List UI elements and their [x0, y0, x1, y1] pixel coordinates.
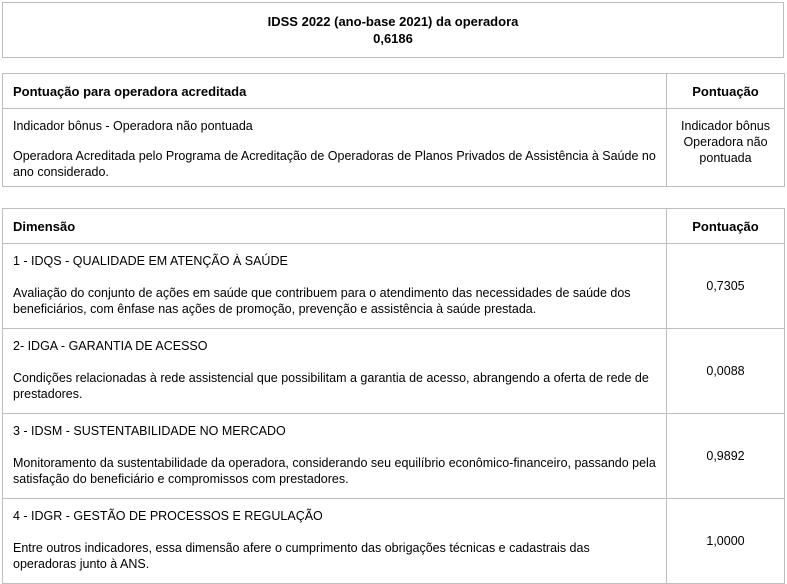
dimensions-col-title: Dimensão	[3, 209, 667, 244]
dimension-description: Condições relacionadas à rede assistencial que possibilitam a garantia de acesso, abrangendo a oferta de rede de prestadores.	[13, 371, 649, 401]
accreditation-line2: Operadora Acreditada pelo Programa de Acreditação de Operadoras de Planos Privados de Assistência à Saúde no ano considerado.	[13, 149, 656, 179]
dimension-title: 2- IDGA - GARANTIA DE ACESSO	[13, 339, 208, 353]
dimensions-table	[2, 208, 785, 584]
dimension-description: Avaliação do conjunto de ações em saúde que contribuem para o atendimento das necessidades de saúde dos beneficiários, com ênfase nas ações de promoção, prevenção e assistência à saúde prestada.	[13, 286, 631, 316]
dimension-score: 0,7305	[667, 244, 785, 329]
dimensions-header-row	[3, 209, 785, 244]
dimension-row-idsm	[3, 414, 785, 499]
dimension-cell	[3, 329, 667, 414]
idss-title: IDSS 2022 (ano-base 2021) da operadora	[267, 14, 519, 29]
idss-score: 0,6186	[373, 31, 413, 46]
accreditation-score: Indicador bônus Operadora não pontuada	[667, 109, 785, 187]
accreditation-row	[3, 109, 785, 187]
dimension-row-idgr	[3, 499, 785, 584]
accreditation-col-score: Pontuação	[667, 74, 785, 109]
dimension-cell	[3, 499, 667, 584]
accreditation-line1: Indicador bônus - Operadora não pontuada	[13, 119, 253, 133]
dimension-title: 3 - IDSM - SUSTENTABILIDADE NO MERCADO	[13, 424, 286, 438]
dimensions-col-score: Pontuação	[667, 209, 785, 244]
dimension-score: 0,0088	[667, 329, 785, 414]
dimension-row-idga	[3, 329, 785, 414]
accreditation-description-cell	[3, 109, 667, 187]
dimension-title: 4 - IDGR - GESTÃO DE PROCESSOS E REGULAÇÃO	[13, 509, 323, 523]
dimension-description: Monitoramento da sustentabilidade da operadora, considerando seu equilíbrio econômico-financeiro, passando pela satisfação do beneficiário e compromissos com prestadores.	[13, 456, 656, 486]
accreditation-col-title: Pontuação para operadora acreditada	[3, 74, 667, 109]
dimension-cell	[3, 414, 667, 499]
accreditation-table	[2, 73, 785, 187]
idss-summary-box	[2, 2, 784, 58]
dimension-score: 0,9892	[667, 414, 785, 499]
accreditation-header-row	[3, 74, 785, 109]
dimension-cell	[3, 244, 667, 329]
dimension-title: 1 - IDQS - QUALIDADE EM ATENÇÃO À SAÚDE	[13, 254, 288, 268]
dimension-score: 1,0000	[667, 499, 785, 584]
dimension-row-idqs	[3, 244, 785, 329]
dimension-description: Entre outros indicadores, essa dimensão afere o cumprimento das obrigações técnicas e cadastrais das operadoras junto à ANS.	[13, 541, 590, 571]
